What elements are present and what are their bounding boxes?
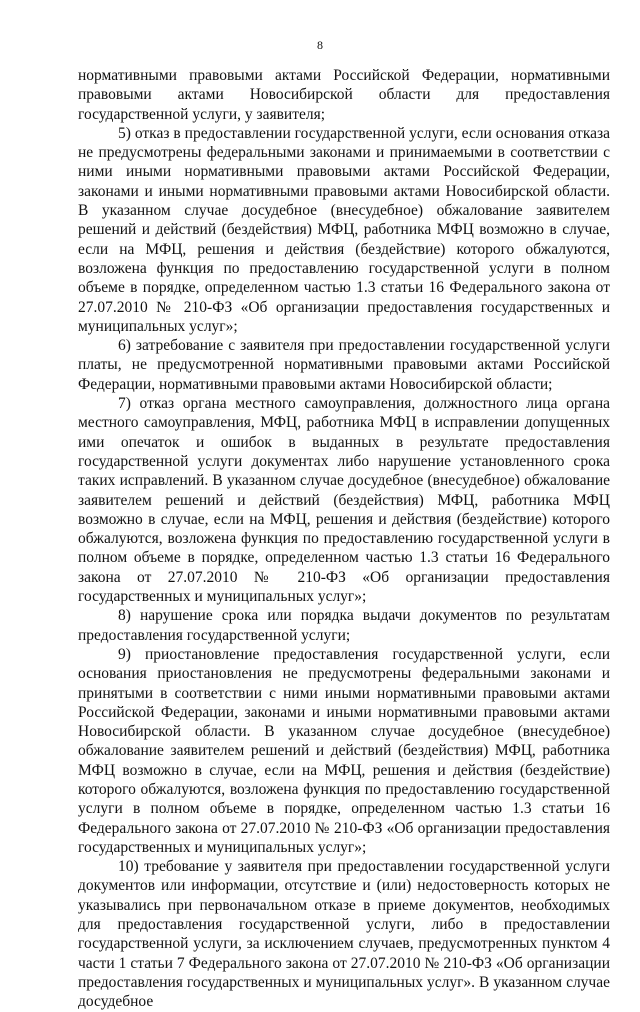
- paragraph-continuation: нормативными правовыми актами Российской Федерации, нормативными правовыми актами Новосибирской области для предоставления государственной услуги, у заявителя;: [78, 67, 610, 123]
- paragraph-item-6: 6) затребование с заявителя при предоставлении государственной услуги платы, не предусмотренной нормативными правовыми актами Российской Федерации, нормативными правовыми актами Новосибирской области;: [78, 337, 610, 393]
- page-number: 8: [317, 38, 323, 52]
- paragraph-item-7: 7) отказ органа местного самоуправления, должностного лица органа местного самоуправления, МФЦ, работника МФЦ в исправлении допущенных ими опечаток и ошибок в выданных в результате предоставления государственной услуги документах либо нарушение установленного срока таких исправлений. В указанном случае досудебное (внесудебное) обжалование заявителем решений и действий (бездействия) МФЦ, работника МФЦ возможно в случае, если на МФЦ, решения и действия (бездействие) которого обжалуются, возложена функция по предоставлению государственной услуги в полном объеме в порядке, определенном частью 1.3 статьи 16 Федерального закона от 27.07.2010 № 210-ФЗ «Об организации предоставления государственных и муниципальных услуг»;: [78, 395, 610, 606]
- paragraph-item-10: 10) требование у заявителя при предоставлении государственной услуги документов или информации, отсутствие и (или) недостоверность которых не указывались при первоначальном отказе в приеме документов, необходимых для предоставления государственной услуги, либо в предоставлении государственной услуги, за исключением случаев, предусмотренных пунктом 4 части 1 статьи 7 Федерального закона от 27.07.2010 № 210-ФЗ «Об организации предоставления государственных и муниципальных услуг». В указанном случае досудебное: [78, 858, 610, 1011]
- paragraph-item-9: 9) приостановление предоставления государственной услуги, если основания приостановления не предусмотрены федеральными законами и принятыми в соответствии с ними иными нормативными правовыми актами Российской Федерации, законами и иными нормативными правовыми актами Новосибирской области. В указанном случае досудебное (внесудебное) обжалование заявителем решений и действий (бездействия) МФЦ, работника МФЦ возможно в случае, если на МФЦ, решения и действия (бездействие) которого обжалуются, возложена функция по предоставлению государственной услуги в полном объеме в порядке, определенном частью 1.3 статьи 16 Федерального закона от 27.07.2010 № 210-ФЗ «Об организации предоставления государственных и муниципальных услуг»;: [78, 645, 610, 856]
- paragraph-item-5: 5) отказ в предоставлении государственной услуги, если основания отказа не предусмотрены федеральными законами и принимаемыми в соответствии с ними иными нормативными правовыми актами Российской Федерации, законами и иными нормативными правовыми актами Новосибирской области. В указанном случае досудебное (внесудебное) обжалование заявителем решений и действий (бездействия) МФЦ, работника МФЦ возможно в случае, если на МФЦ, решения и действия (бездействие) которого обжалуются, возложена функция по предоставлению государственной услуги в полном объеме в порядке, определенном частью 1.3 статьи 16 Федерального закона от 27.07.2010 № 210-ФЗ «Об организации предоставления государственных и муниципальных услуг»;: [78, 124, 610, 335]
- document-body: [78, 66, 610, 1012]
- paragraph-item-8: 8) нарушение срока или порядка выдачи документов по результатам предоставления государственной услуги;: [78, 607, 610, 644]
